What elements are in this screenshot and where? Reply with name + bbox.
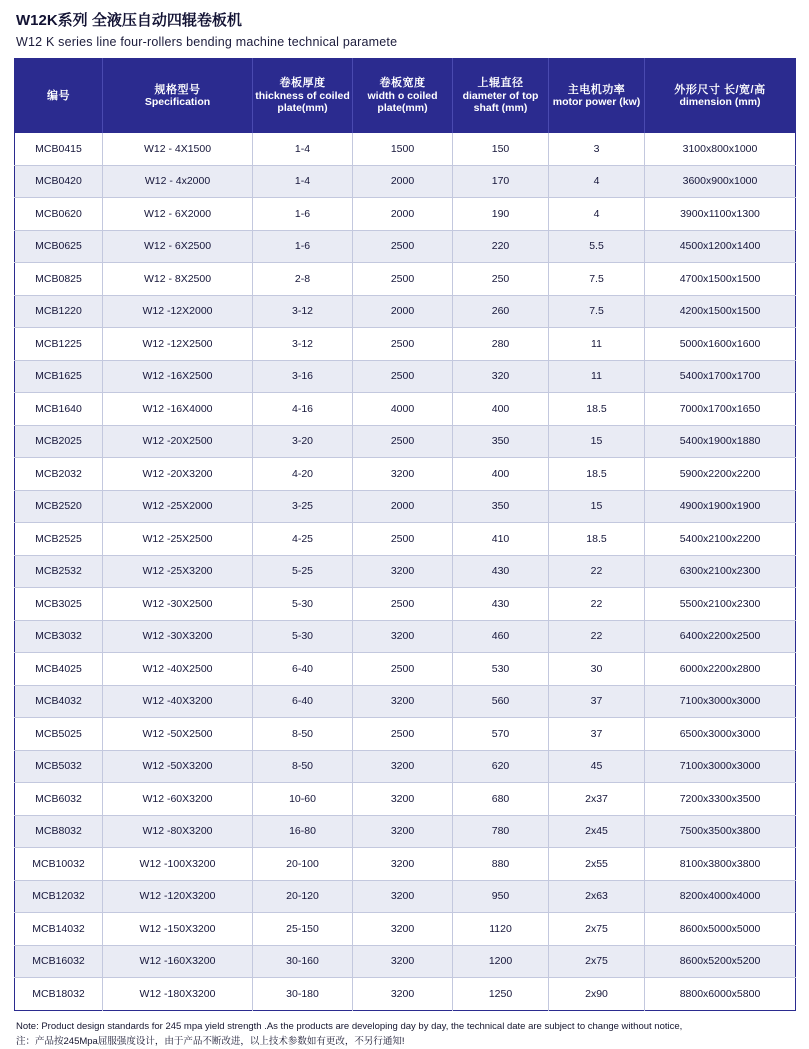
cell-top-shaft-diameter: 950: [453, 880, 549, 913]
cell-specification: W12 -120X3200: [103, 880, 253, 913]
cell-dimension: 4900x1900x1900: [645, 490, 796, 523]
cell-dimension: 7200x3300x3500: [645, 783, 796, 816]
table-row: [15, 263, 796, 296]
cell-width: 3200: [353, 848, 453, 881]
table-row: [15, 490, 796, 523]
cell-dimension: 5900x2200x2200: [645, 458, 796, 491]
cell-specification: W12 -25X3200: [103, 555, 253, 588]
table-row: [15, 685, 796, 718]
cell-thickness: 1-6: [253, 198, 353, 231]
cell-code: MCB2525: [15, 523, 103, 556]
cell-code: MCB0825: [15, 263, 103, 296]
table-row: [15, 458, 796, 491]
cell-motor-power: 18.5: [549, 458, 645, 491]
table-row: [15, 425, 796, 458]
cell-top-shaft-diameter: 460: [453, 620, 549, 653]
cell-specification: W12 -150X3200: [103, 913, 253, 946]
cell-specification: W12 - 4x2000: [103, 165, 253, 198]
cell-thickness: 4-16: [253, 393, 353, 426]
table-row: [15, 848, 796, 881]
table-row: [15, 198, 796, 231]
cell-motor-power: 22: [549, 555, 645, 588]
cell-motor-power: 2x75: [549, 945, 645, 978]
cell-top-shaft-diameter: 620: [453, 750, 549, 783]
table-row: [15, 718, 796, 751]
table-row: [15, 880, 796, 913]
cell-dimension: 8600x5000x5000: [645, 913, 796, 946]
cell-motor-power: 37: [549, 685, 645, 718]
column-header-code: [15, 59, 103, 134]
cell-width: 3200: [353, 685, 453, 718]
cell-top-shaft-diameter: 260: [453, 295, 549, 328]
cell-thickness: 1-6: [253, 230, 353, 263]
cell-top-shaft-diameter: 680: [453, 783, 549, 816]
table-row: [15, 295, 796, 328]
cell-specification: W12 -20X3200: [103, 458, 253, 491]
cell-top-shaft-diameter: 350: [453, 490, 549, 523]
cell-dimension: 5400x1900x1880: [645, 425, 796, 458]
page-title-cn: W12K系列 全液压自动四辊卷板机: [16, 12, 242, 29]
cell-code: MCB6032: [15, 783, 103, 816]
note-english: Note: Product design standards for 245 mpa yield strength .As the products are developing day by day, the technical date are subject to change without notice,: [16, 1020, 683, 1032]
cell-code: MCB2032: [15, 458, 103, 491]
cell-thickness: 20-120: [253, 880, 353, 913]
cell-specification: W12 - 4X1500: [103, 133, 253, 165]
cell-top-shaft-diameter: 560: [453, 685, 549, 718]
cell-width: 2500: [353, 653, 453, 686]
cell-top-shaft-diameter: 150: [453, 133, 549, 165]
cell-top-shaft-diameter: 280: [453, 328, 549, 361]
cell-specification: W12 - 8X2500: [103, 263, 253, 296]
table-row: [15, 328, 796, 361]
cell-dimension: 4700x1500x1500: [645, 263, 796, 296]
cell-code: MCB10032: [15, 848, 103, 881]
table-row: [15, 393, 796, 426]
cell-width: 3200: [353, 555, 453, 588]
cell-top-shaft-diameter: 530: [453, 653, 549, 686]
table-header: [15, 59, 796, 134]
cell-code: MCB2520: [15, 490, 103, 523]
column-header-width-en: width o coiled plate(mm): [367, 89, 438, 115]
column-header-specification-en: Specification: [144, 96, 211, 108]
cell-specification: W12 -40X2500: [103, 653, 253, 686]
table-row: [15, 588, 796, 621]
cell-motor-power: 11: [549, 360, 645, 393]
cell-thickness: 30-160: [253, 945, 353, 978]
cell-top-shaft-diameter: 880: [453, 848, 549, 881]
cell-width: 2500: [353, 425, 453, 458]
cell-motor-power: 2x37: [549, 783, 645, 816]
page-title-en: W12 K series line four-rollers bending machine technical paramete: [16, 35, 398, 49]
cell-top-shaft-diameter: 410: [453, 523, 549, 556]
cell-motor-power: 3: [549, 133, 645, 165]
cell-dimension: 4200x1500x1500: [645, 295, 796, 328]
table-row: [15, 523, 796, 556]
cell-thickness: 6-40: [253, 685, 353, 718]
cell-top-shaft-diameter: 1250: [453, 978, 549, 1011]
cell-dimension: 8600x5200x5200: [645, 945, 796, 978]
cell-thickness: 5-30: [253, 620, 353, 653]
cell-specification: W12 -50X3200: [103, 750, 253, 783]
cell-code: MCB0625: [15, 230, 103, 263]
cell-thickness: 4-25: [253, 523, 353, 556]
cell-motor-power: 7.5: [549, 263, 645, 296]
cell-width: 3200: [353, 913, 453, 946]
cell-dimension: 5500x2100x2300: [645, 588, 796, 621]
cell-motor-power: 4: [549, 165, 645, 198]
cell-thickness: 16-80: [253, 815, 353, 848]
column-header-top-shaft-diameter-cn: 上辊直径: [477, 77, 524, 90]
cell-top-shaft-diameter: 1200: [453, 945, 549, 978]
cell-motor-power: 5.5: [549, 230, 645, 263]
cell-code: MCB4025: [15, 653, 103, 686]
cell-motor-power: 45: [549, 750, 645, 783]
cell-width: 2500: [353, 230, 453, 263]
cell-specification: W12 -40X3200: [103, 685, 253, 718]
cell-motor-power: 15: [549, 425, 645, 458]
cell-dimension: 3100x800x1000: [645, 133, 796, 165]
cell-code: MCB8032: [15, 815, 103, 848]
cell-width: 2000: [353, 198, 453, 231]
cell-thickness: 4-20: [253, 458, 353, 491]
cell-width: 3200: [353, 815, 453, 848]
cell-dimension: 6300x2100x2300: [645, 555, 796, 588]
cell-thickness: 25-150: [253, 913, 353, 946]
cell-specification: W12 -160X3200: [103, 945, 253, 978]
cell-motor-power: 2x45: [549, 815, 645, 848]
specification-table: [14, 58, 796, 1011]
cell-width: 2000: [353, 490, 453, 523]
cell-code: MCB0420: [15, 165, 103, 198]
cell-width: 2000: [353, 165, 453, 198]
table-row: [15, 230, 796, 263]
cell-width: 3200: [353, 620, 453, 653]
cell-top-shaft-diameter: 780: [453, 815, 549, 848]
cell-thickness: 3-12: [253, 328, 353, 361]
cell-motor-power: 18.5: [549, 523, 645, 556]
column-header-width-cn: 卷板宽度: [379, 77, 426, 90]
cell-motor-power: 2x55: [549, 848, 645, 881]
column-header-dimension-cn: 外形尺寸 长/宽/高: [674, 83, 766, 96]
column-header-dimension: [645, 59, 796, 134]
cell-width: 2500: [353, 588, 453, 621]
cell-top-shaft-diameter: 570: [453, 718, 549, 751]
cell-dimension: 7000x1700x1650: [645, 393, 796, 426]
cell-motor-power: 2x75: [549, 913, 645, 946]
cell-width: 3200: [353, 880, 453, 913]
cell-specification: W12 -20X2500: [103, 425, 253, 458]
cell-code: MCB1625: [15, 360, 103, 393]
cell-thickness: 10-60: [253, 783, 353, 816]
cell-code: MCB3032: [15, 620, 103, 653]
cell-dimension: 5400x2100x2200: [645, 523, 796, 556]
cell-code: MCB2532: [15, 555, 103, 588]
cell-dimension: 3900x1100x1300: [645, 198, 796, 231]
cell-thickness: 5-30: [253, 588, 353, 621]
cell-motor-power: 2x63: [549, 880, 645, 913]
column-header-width: [353, 59, 453, 134]
cell-top-shaft-diameter: 400: [453, 393, 549, 426]
column-header-specification-cn: 规格型号: [154, 83, 201, 96]
cell-dimension: 8200x4000x4000: [645, 880, 796, 913]
cell-thickness: 6-40: [253, 653, 353, 686]
column-header-code-cn: 编号: [47, 89, 70, 102]
cell-dimension: 5000x1600x1600: [645, 328, 796, 361]
cell-top-shaft-diameter: 170: [453, 165, 549, 198]
cell-top-shaft-diameter: 320: [453, 360, 549, 393]
table-row: [15, 978, 796, 1011]
cell-motor-power: 7.5: [549, 295, 645, 328]
cell-code: MCB3025: [15, 588, 103, 621]
cell-width: 2500: [353, 523, 453, 556]
cell-code: MCB0415: [15, 133, 103, 165]
cell-width: 1500: [353, 133, 453, 165]
cell-width: 3200: [353, 945, 453, 978]
cell-thickness: 5-25: [253, 555, 353, 588]
cell-code: MCB2025: [15, 425, 103, 458]
cell-thickness: 3-20: [253, 425, 353, 458]
cell-thickness: 8-50: [253, 750, 353, 783]
table-row: [15, 815, 796, 848]
column-header-top-shaft-diameter-en: diameter of top shaft (mm): [462, 89, 539, 115]
cell-motor-power: 37: [549, 718, 645, 751]
cell-code: MCB5025: [15, 718, 103, 751]
cell-specification: W12 -60X3200: [103, 783, 253, 816]
cell-dimension: 7100x3000x3000: [645, 750, 796, 783]
table-row: [15, 620, 796, 653]
cell-specification: W12 -50X2500: [103, 718, 253, 751]
cell-width: 2500: [353, 718, 453, 751]
cell-width: 3200: [353, 750, 453, 783]
table-row: [15, 555, 796, 588]
cell-thickness: 20-100: [253, 848, 353, 881]
cell-width: 3200: [353, 783, 453, 816]
cell-code: MCB5032: [15, 750, 103, 783]
cell-code: MCB0620: [15, 198, 103, 231]
cell-motor-power: 30: [549, 653, 645, 686]
cell-code: MCB1640: [15, 393, 103, 426]
cell-specification: W12 -30X3200: [103, 620, 253, 653]
cell-top-shaft-diameter: 400: [453, 458, 549, 491]
cell-thickness: 2-8: [253, 263, 353, 296]
cell-code: MCB18032: [15, 978, 103, 1011]
cell-code: MCB1220: [15, 295, 103, 328]
cell-specification: W12 -12X2000: [103, 295, 253, 328]
cell-width: 2000: [353, 295, 453, 328]
cell-specification: W12 -180X3200: [103, 978, 253, 1011]
cell-motor-power: 2x90: [549, 978, 645, 1011]
table-row: [15, 165, 796, 198]
cell-dimension: 6500x3000x3000: [645, 718, 796, 751]
cell-thickness: 1-4: [253, 165, 353, 198]
column-header-thickness-cn: 卷板厚度: [279, 77, 326, 90]
cell-thickness: 8-50: [253, 718, 353, 751]
cell-code: MCB1225: [15, 328, 103, 361]
column-header-motor-power-cn: 主电机功率: [567, 83, 626, 96]
table-row: [15, 913, 796, 946]
cell-dimension: 6000x2200x2800: [645, 653, 796, 686]
table-row: [15, 653, 796, 686]
column-header-dimension-en: dimension (mm): [679, 96, 761, 108]
cell-top-shaft-diameter: 430: [453, 588, 549, 621]
cell-motor-power: 22: [549, 620, 645, 653]
column-header-motor-power-en: motor power (kw): [552, 96, 641, 108]
cell-motor-power: 4: [549, 198, 645, 231]
cell-dimension: 8800x6000x5800: [645, 978, 796, 1011]
cell-dimension: 5400x1700x1700: [645, 360, 796, 393]
cell-specification: W12 - 6X2000: [103, 198, 253, 231]
cell-top-shaft-diameter: 190: [453, 198, 549, 231]
cell-motor-power: 18.5: [549, 393, 645, 426]
table-row: [15, 750, 796, 783]
cell-dimension: 7100x3000x3000: [645, 685, 796, 718]
column-header-thickness: [253, 59, 353, 134]
cell-thickness: 30-180: [253, 978, 353, 1011]
column-header-specification: [103, 59, 253, 134]
cell-dimension: 8100x3800x3800: [645, 848, 796, 881]
table-row: [15, 360, 796, 393]
table-header-row: [15, 59, 796, 134]
cell-specification: W12 -12X2500: [103, 328, 253, 361]
note-chinese: 注：产品按245Mpa屈服强度设计，由于产品不断改进，以上技术参数如有更改，不另行通知!: [16, 1035, 405, 1047]
cell-motor-power: 15: [549, 490, 645, 523]
cell-specification: W12 -80X3200: [103, 815, 253, 848]
column-header-thickness-en: thickness of coiled plate(mm): [255, 89, 350, 115]
cell-code: MCB4032: [15, 685, 103, 718]
cell-dimension: 3600x900x1000: [645, 165, 796, 198]
cell-specification: W12 -30X2500: [103, 588, 253, 621]
cell-motor-power: 22: [549, 588, 645, 621]
table-row: [15, 133, 796, 165]
cell-top-shaft-diameter: 220: [453, 230, 549, 263]
cell-width: 2500: [353, 360, 453, 393]
cell-width: 4000: [353, 393, 453, 426]
column-header-motor-power: [549, 59, 645, 134]
table-row: [15, 945, 796, 978]
cell-motor-power: 11: [549, 328, 645, 361]
cell-specification: W12 -100X3200: [103, 848, 253, 881]
cell-top-shaft-diameter: 1120: [453, 913, 549, 946]
table-row: [15, 783, 796, 816]
cell-thickness: 3-16: [253, 360, 353, 393]
cell-specification: W12 -25X2000: [103, 490, 253, 523]
cell-width: 2500: [353, 263, 453, 296]
cell-code: MCB14032: [15, 913, 103, 946]
cell-specification: W12 - 6X2500: [103, 230, 253, 263]
cell-top-shaft-diameter: 250: [453, 263, 549, 296]
cell-specification: W12 -16X2500: [103, 360, 253, 393]
cell-specification: W12 -25X2500: [103, 523, 253, 556]
cell-top-shaft-diameter: 430: [453, 555, 549, 588]
cell-thickness: 1-4: [253, 133, 353, 165]
notes-block: [14, 1020, 795, 1049]
cell-thickness: 3-12: [253, 295, 353, 328]
cell-width: 2500: [353, 328, 453, 361]
cell-width: 3200: [353, 458, 453, 491]
table-body: [15, 133, 796, 1010]
cell-dimension: 4500x1200x1400: [645, 230, 796, 263]
cell-thickness: 3-25: [253, 490, 353, 523]
cell-top-shaft-diameter: 350: [453, 425, 549, 458]
cell-dimension: 6400x2200x2500: [645, 620, 796, 653]
column-header-top-shaft-diameter: [453, 59, 549, 134]
cell-dimension: 7500x3500x3800: [645, 815, 796, 848]
cell-code: MCB16032: [15, 945, 103, 978]
cell-width: 3200: [353, 978, 453, 1011]
cell-specification: W12 -16X4000: [103, 393, 253, 426]
cell-code: MCB12032: [15, 880, 103, 913]
